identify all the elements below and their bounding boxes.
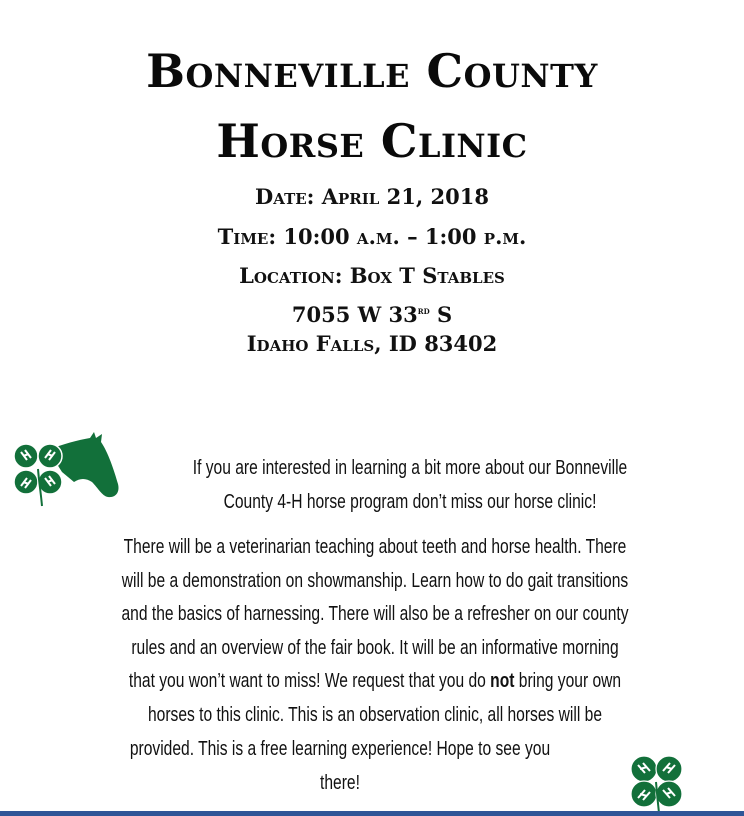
emphasis-not: not bbox=[490, 670, 515, 693]
event-date: Date: April 21, 2018 bbox=[255, 184, 489, 209]
closing-paragraph bbox=[0, 733, 680, 800]
event-location: Location: Box T Stables bbox=[239, 263, 505, 288]
description-line: there! bbox=[320, 771, 360, 794]
title-line-1: Bonneville County bbox=[146, 44, 598, 98]
event-address bbox=[0, 304, 744, 325]
address-ordinal: rd bbox=[417, 306, 430, 317]
description-line: will be a demonstration on showmanship. Learn how to do gait transitions bbox=[121, 569, 629, 592]
address-number: 7055 W 33 bbox=[291, 302, 418, 327]
description-line: horses to this clinic. This is an observation clinic, all horses will be bbox=[147, 703, 603, 726]
intro-line: If you are interested in learning a bit more about our Bonneville bbox=[192, 457, 628, 479]
description-line bbox=[98, 665, 652, 699]
address-direction: S bbox=[429, 302, 453, 327]
event-time: Time: 10:00 a.m. – 1:00 p.m. bbox=[217, 224, 527, 249]
intro-paragraph bbox=[110, 452, 710, 519]
4h-clover-icon bbox=[626, 752, 688, 814]
text-fragment: that you won’t want to miss! We request that you do bbox=[128, 670, 491, 693]
description-line: There will be a veterinarian teaching about teeth and horse health. There bbox=[123, 536, 627, 558]
intro-line: County 4-H horse program don’t miss our horse clinic! bbox=[223, 490, 597, 513]
description-line: rules and an overview of the fair book. It will be an informative morning bbox=[131, 636, 619, 659]
text-fragment: bring your own bbox=[514, 670, 622, 693]
description-line: and the basics of harnessing. There will also be a refresher on our county bbox=[121, 603, 629, 626]
description-line: provided. This is a free learning experience! Hope to see you bbox=[129, 738, 551, 760]
4h-clover-horse-logo-icon bbox=[8, 432, 120, 514]
event-city: Idaho Falls, ID 83402 bbox=[246, 331, 498, 356]
description-paragraph bbox=[20, 531, 730, 733]
title-line-2: Horse Clinic bbox=[216, 114, 528, 168]
bottom-divider bbox=[0, 811, 744, 816]
